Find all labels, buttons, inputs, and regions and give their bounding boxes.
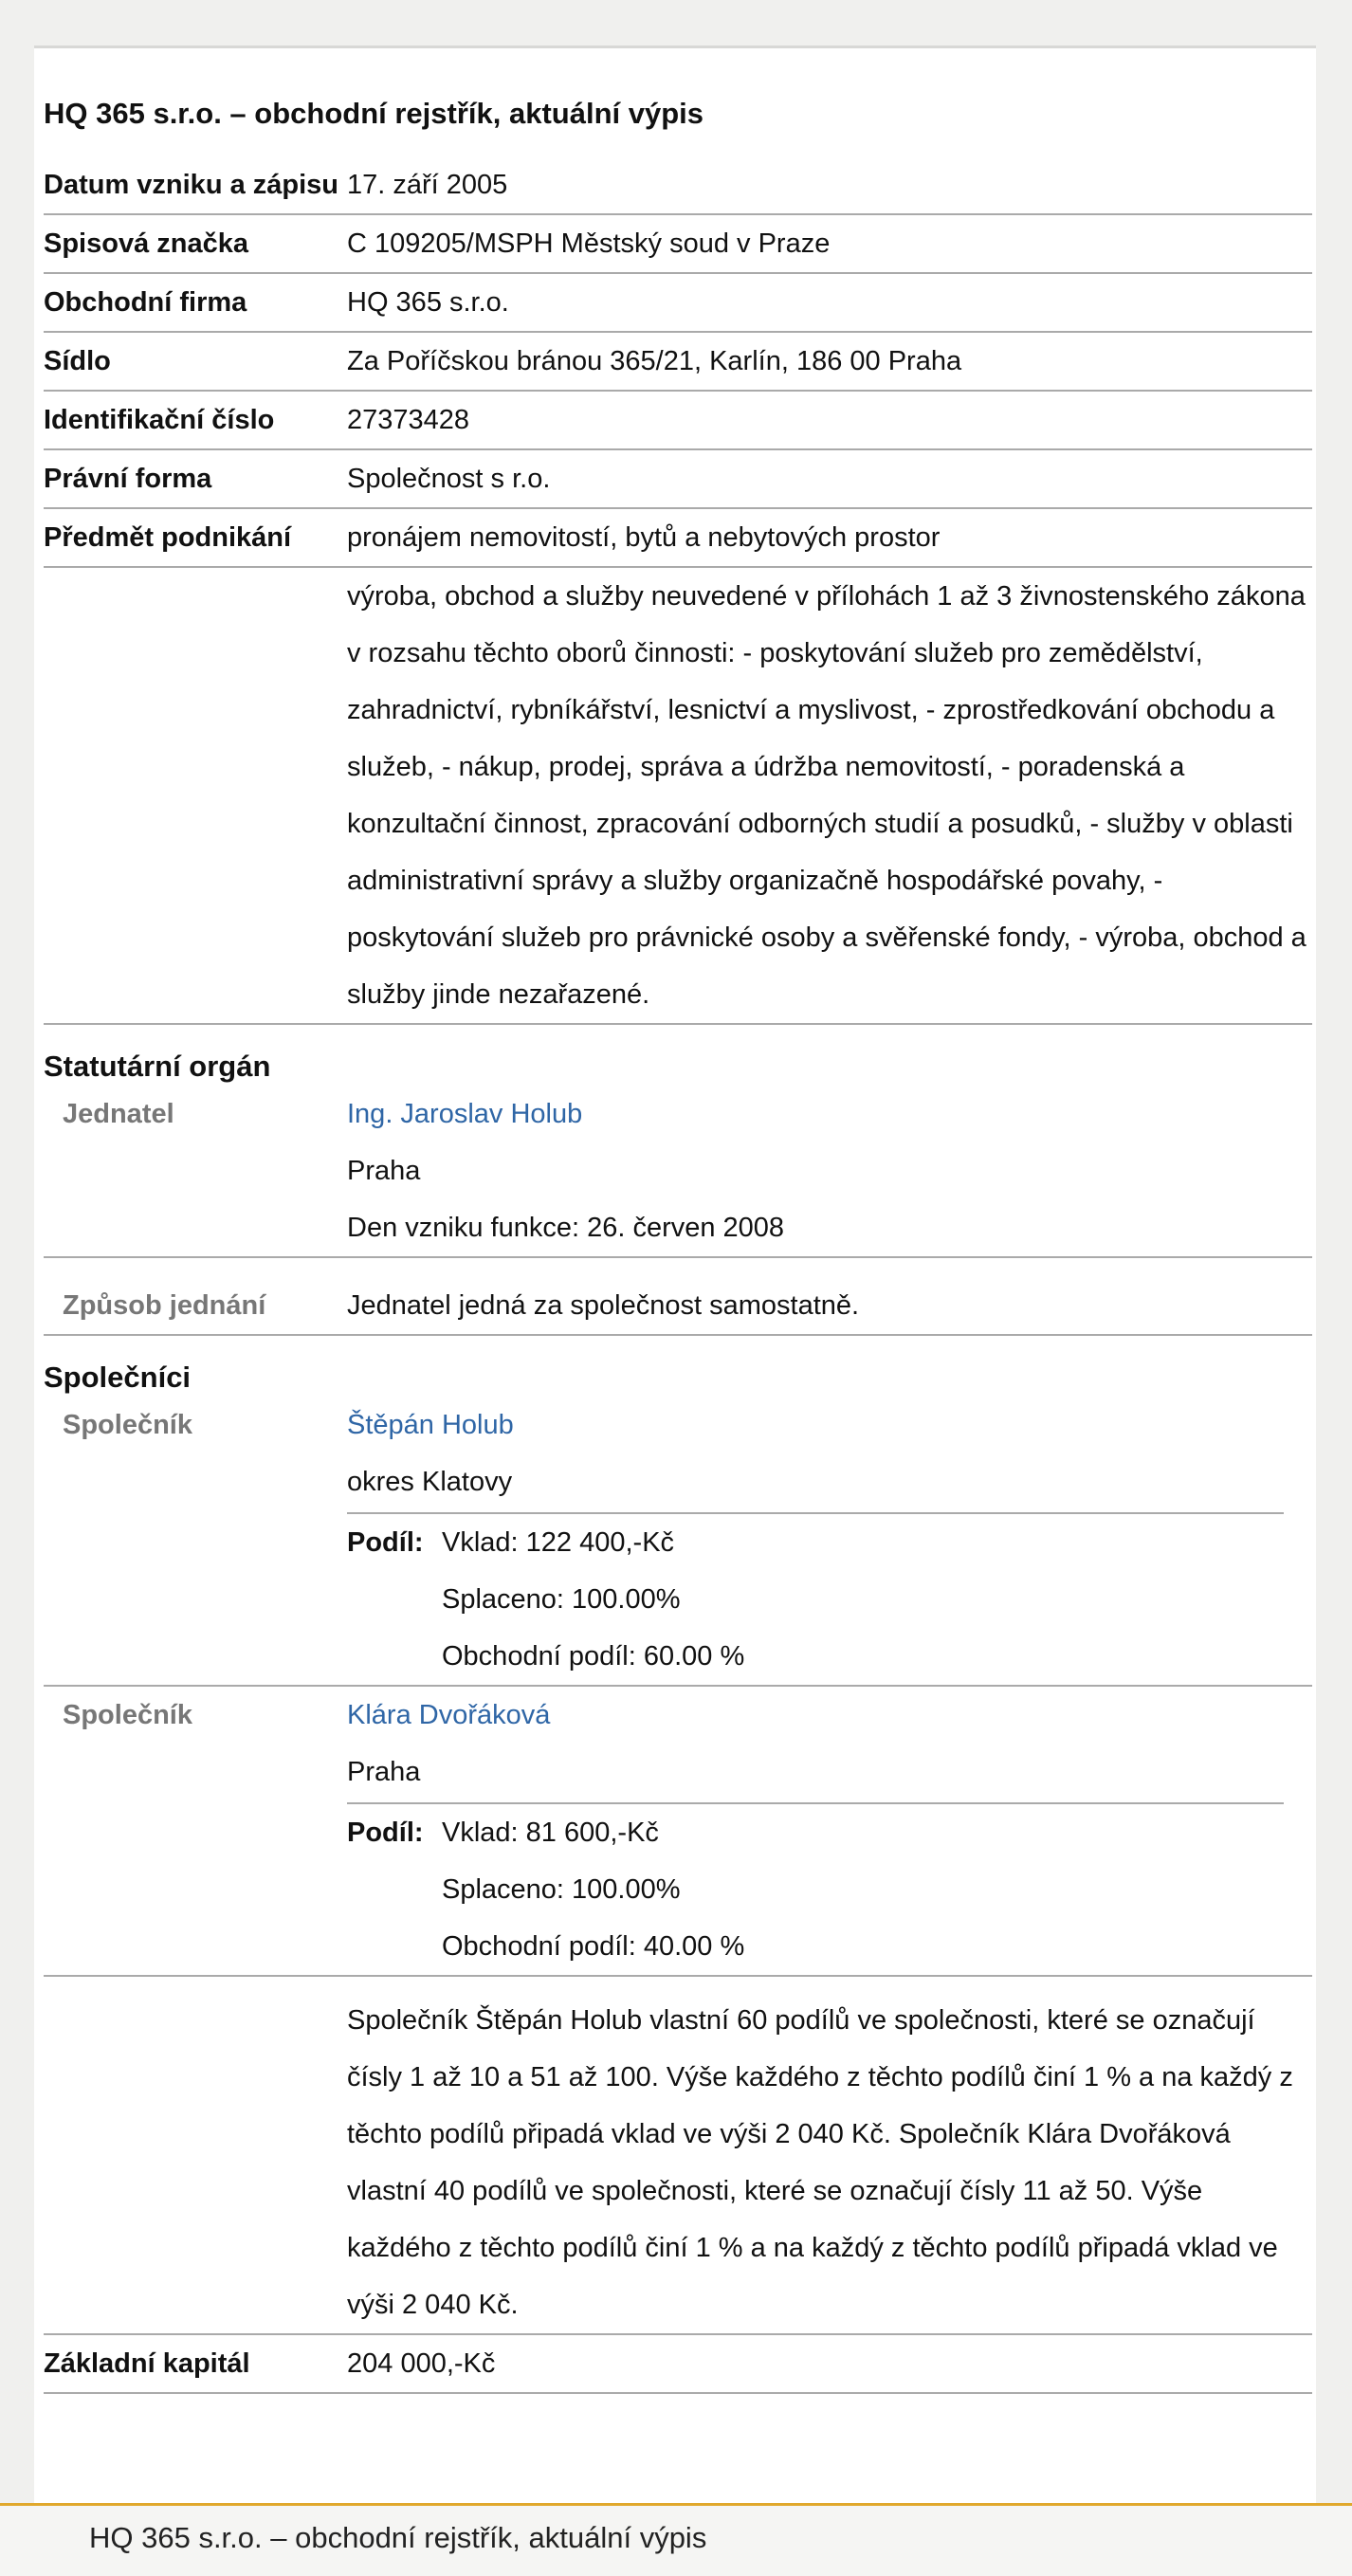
spolecnik-2-podil: Obchodní podíl: 40.00 %	[442, 1931, 745, 1962]
label-obchodni-firma: Obchodní firma	[44, 287, 247, 318]
jednatel-since: Den vzniku funkce: 26. červen 2008	[347, 1213, 785, 1243]
row-jednatel	[44, 1086, 1312, 1258]
value-pravni-forma: Společnost s r.o.	[347, 464, 551, 494]
spolecnik-2-share-label: Podíl:	[347, 1818, 424, 1848]
document-content	[44, 98, 1312, 2394]
label-pravni-forma: Právní forma	[44, 464, 212, 494]
section-spolecnici: Společníci	[44, 1361, 192, 1394]
label-ico: Identifikační číslo	[44, 405, 275, 435]
value-spisova-znacka: C 109205/MSPH Městský soud v Praze	[347, 228, 831, 259]
label-spisova-znacka: Spisová značka	[44, 228, 248, 259]
row-zpusob-jednani	[44, 1258, 1312, 1336]
spolecnik-1-share	[347, 1512, 1284, 1685]
label-sidlo: Sídlo	[44, 346, 111, 376]
spolecnik-1-podil: Obchodní podíl: 60.00 %	[442, 1641, 745, 1672]
row-datum-vzniku	[44, 156, 1312, 215]
page-title: HQ 365 s.r.o. – obchodní rejstřík, aktuální výpis	[44, 97, 704, 130]
row-ico	[44, 392, 1312, 450]
value-datum-vzniku: 17. září 2005	[347, 170, 508, 200]
label-empty-2	[44, 1992, 347, 2333]
row-spolecnik-2	[44, 1687, 1312, 1977]
spolecnik-1-share-label: Podíl:	[347, 1527, 424, 1558]
label-datum-vzniku: Datum vzniku a zápisu	[44, 170, 339, 200]
value-zakladni-kapital: 204 000,-Kč	[347, 2348, 496, 2379]
value-ico: 27373428	[347, 405, 470, 435]
spolecnik-2-share-values	[442, 1804, 1284, 1975]
label-jednatel: Jednatel	[63, 1099, 174, 1129]
jednatel-city: Praha	[347, 1156, 421, 1186]
row-spisova-znacka	[44, 215, 1312, 274]
footer-title: HQ 365 s.r.o. – obchodní rejstřík, aktuální výpis	[89, 2521, 707, 2554]
label-predmet-podnikani: Předmět podnikání	[44, 522, 292, 553]
label-zakladni-kapital: Základní kapitál	[44, 2348, 250, 2379]
section-statutarni-organ: Statutární orgán	[44, 1050, 271, 1083]
label-spolecnik-2: Společník	[63, 1700, 192, 1730]
value-predmet-podnikani: pronájem nemovitostí, bytů a nebytových prostor	[347, 522, 941, 553]
value-obchodni-firma: HQ 365 s.r.o.	[347, 287, 509, 318]
spolecnik-1-vklad: Vklad: 122 400,-Kč	[442, 1527, 675, 1558]
value-spolecnici-note: Společník Štěpán Holub vlastní 60 podílů ve společnosti, které se označují čísly 1 až 10 a 51 až 100. Výše každého z těchto podílů činí 1 % a na každý z těchto podílů připadá vklad ve výši 2 040 Kč. Společník Klára Dvořáková vlastní 40 podílů ve společnosti, které se označují čísly 11 až 50. Výše každého z těchto podílů činí 1 % a na každý z těchto podílů připadá vklad ve výši 2 040 Kč.	[347, 2005, 1293, 2320]
spolecnik-2-share	[347, 1802, 1284, 1975]
label-empty	[44, 568, 347, 1023]
spolecnik-2-place: Praha	[347, 1757, 421, 1787]
value-jednatel	[347, 1086, 1312, 1256]
value-spolecnik-2	[347, 1687, 1312, 1975]
row-spolecnici-note	[44, 1977, 1312, 2335]
row-predmet-podnikani-2	[44, 568, 1312, 1025]
document-page	[34, 46, 1316, 2514]
spolecnik-1-name-link[interactable]: Štěpán Holub	[347, 1410, 514, 1440]
value-sidlo: Za Poříčskou bránou 365/21, Karlín, 186 00 Praha	[347, 346, 962, 376]
jednatel-name-link[interactable]: Ing. Jaroslav Holub	[347, 1099, 583, 1129]
spolecnik-2-splaceno: Splaceno: 100.00%	[442, 1874, 681, 1905]
row-zakladni-kapital	[44, 2335, 1312, 2394]
row-spolecnik-1	[44, 1397, 1312, 1687]
row-pravni-forma	[44, 450, 1312, 509]
spolecnik-1-place: okres Klatovy	[347, 1467, 513, 1497]
row-obchodni-firma	[44, 274, 1312, 333]
row-sidlo	[44, 333, 1312, 392]
spolecnik-1-share-values	[442, 1514, 1284, 1685]
label-zpusob-jednani: Způsob jednání	[63, 1290, 266, 1321]
value-zpusob-jednani: Jednatel jedná za společnost samostatně.	[347, 1290, 860, 1321]
spolecnik-1-splaceno: Splaceno: 100.00%	[442, 1584, 681, 1615]
spolecnik-2-name-link[interactable]: Klára Dvořáková	[347, 1700, 551, 1730]
value-spolecnik-1	[347, 1397, 1312, 1685]
label-spolecnik-1: Společník	[63, 1410, 192, 1440]
row-predmet-podnikani	[44, 509, 1312, 568]
spolecnik-2-vklad: Vklad: 81 600,-Kč	[442, 1818, 659, 1848]
value-predmet-podnikani-2: výroba, obchod a služby neuvedené v přílohách 1 až 3 živnostenského zákona v rozsahu těchto oborů činnosti: - poskytování služeb pro zemědělství, zahradnictví, rybníkářství, lesnictví a myslivost, - zprostředkování obchodu a služeb, - nákup, prodej, správa a údržba nemovitostí, - poradenská a konzultační činnost, zpracování odborných studií a posudků, - služby v oblasti administrativní správy a služby organizačně hospodářské povahy, - poskytování služeb pro právnické osoby a svěřenské fondy, - výroba, obchod a služby jinde nezařazené.	[347, 581, 1306, 1010]
footer-bar	[0, 2503, 1352, 2576]
